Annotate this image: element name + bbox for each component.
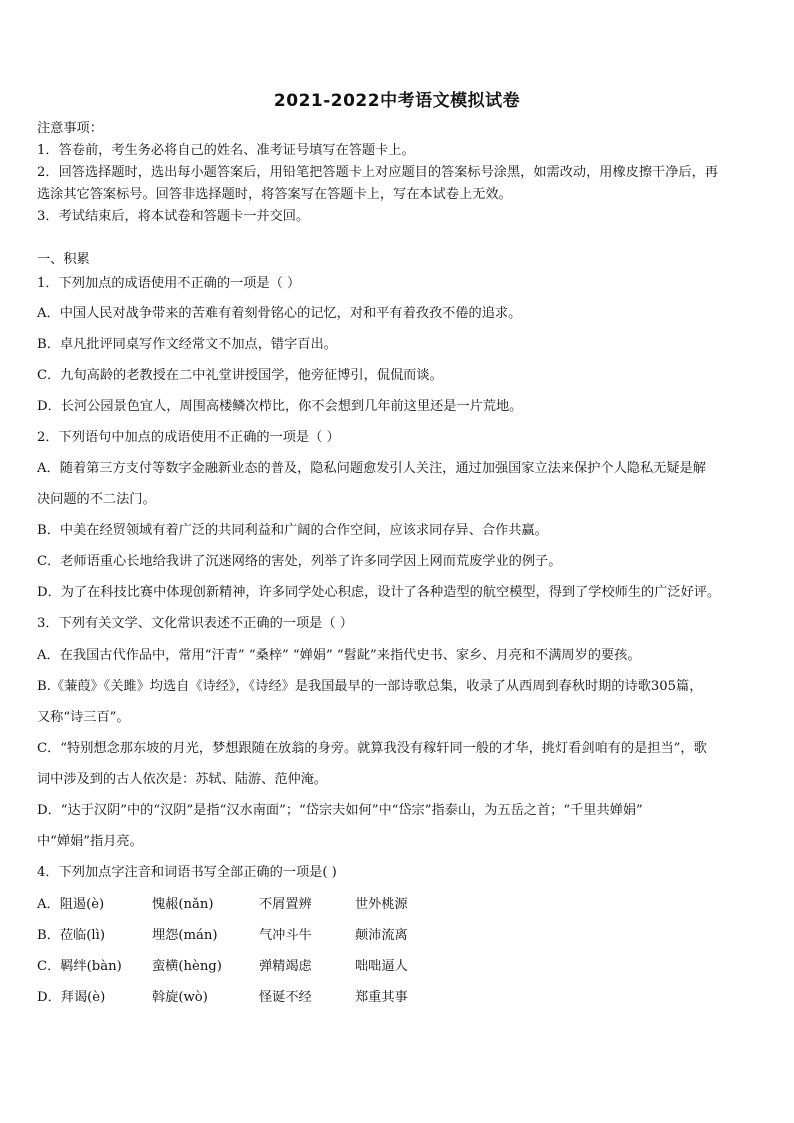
page-title: 2021-2022中考语文模拟试卷 — [273, 91, 521, 111]
option-cell: 斡旋(wò) — [152, 990, 208, 1005]
notice-item: 1．答卷前，考生务必将自己的姓名、准考证号填写在答题卡上。 — [37, 143, 415, 158]
option-cell: 世外桃源 — [355, 897, 408, 912]
option-cell: 咄咄逼人 — [355, 959, 408, 974]
option-b: B.《蒹葭》《关雎》均选自《诗经》，《诗经》是我国最早的一部诗歌总集，收录了从西周到春秋时期的诗歌305篇， — [37, 679, 703, 694]
notice-item: 3．考试结束后，将本试卷和答题卡一并交回。 — [37, 209, 310, 224]
option-cell: 不屑置辨 — [259, 897, 312, 912]
option-cell: 蛮横(hèng) — [152, 959, 222, 974]
option-a: A．中国人民对战争带来的苦难有着刻骨铭心的记忆，对和平有着孜孜不倦的追求。 — [37, 306, 522, 321]
option-b: B．卓凡批评同桌写作文经常文不加点，错字百出。 — [37, 337, 337, 352]
section-heading: 一、积累 — [37, 252, 90, 267]
option-a: A．随着第三方支付等数字金融新业态的普及，隐私问题愈发引人关注，通过加强国家立法来保护个人隐私无疑是解 — [37, 461, 706, 476]
option-cell: A．阻遏(è) — [37, 897, 105, 912]
question-stem: 1．下列加点的成语使用不正确的一项是（ ） — [37, 276, 301, 291]
option-cell: 颠沛流离 — [355, 928, 408, 943]
notice-heading: 注意事项： — [37, 121, 103, 136]
option-cell: 埋怨(mán) — [152, 928, 218, 943]
option-cell: 气冲斗牛 — [259, 928, 312, 943]
option-d: D．长河公园景色宜人，周围高楼鳞次栉比，你不会想到几年前这里还是一片荒地。 — [37, 399, 523, 414]
option-cell: 弹精竭虑 — [259, 959, 312, 974]
option-cell: 愧赧(nǎn) — [152, 897, 214, 912]
option-c-cont: 词中涉及到的古人依次是：苏轼、陆游、范仲淹。 — [37, 772, 328, 787]
question-stem: 4．下列加点字注音和词语书写全部正确的一项是( ) — [37, 865, 337, 880]
option-d: D．为了在科技比赛中体现创新精神，许多同学处心积虑，设计了各种造型的航空模型，得到了学校师生的广泛好评。 — [37, 585, 721, 600]
option-a: A．在我国古代作品中，常用“汗青” “桑梓” “婵娟” “髫龀”来指代史书、家乡、月亮和不满周岁的要孩。 — [37, 648, 641, 663]
option-d-cont: 中“婵娟”指月亮。 — [37, 834, 143, 849]
notice-item: 2．回答选择题时，选出每小题答案后，用铅笔把答题卡上对应题目的答案标号涂黑，如需改动，用橡皮擦干净后，再 — [37, 165, 718, 180]
question-stem: 3．下列有关文学、文化常识表述不正确的一项是（ ） — [37, 616, 353, 631]
option-cell: B．莅临(lì) — [37, 928, 105, 943]
option-c: C．“特别想念那东坡的月光，梦想跟随在放翁的身旁。就算我没有稼轩同一般的才华，挑灯看剑咱有的是担当”，歌 — [37, 741, 707, 756]
option-c: C．老师语重心长地给我讲了沉迷网络的害处，列举了许多同学因上网而荒废学业的例子。 — [37, 554, 562, 569]
option-cell: 郑重其事 — [355, 990, 408, 1005]
option-cell: 怪诞不经 — [259, 990, 312, 1005]
option-d: D．“达于汉阴”中的“汉阴”是指“汉水南面”；“岱宗夫如何”中“岱宗”指泰山，为五岳之首；“千里共婵娟” — [37, 803, 643, 818]
option-b-cont: 又称“诗三百”。 — [37, 710, 130, 725]
notice-item: 选涂其它答案标号。回答非选择题时，将答案写在答题卡上，写在本试卷上无效。 — [37, 187, 512, 202]
option-cell: C．羁绊(bàn) — [37, 959, 122, 974]
question-stem: 2．下列语句中加点的成语使用不正确的一项是（ ） — [37, 430, 340, 445]
option-c: C．九旬高龄的老教授在二中礼堂讲授国学，他旁征博引，侃侃而谈。 — [37, 368, 443, 383]
option-b: B．中美在经贸领域有着广泛的共同利益和广阔的合作空间，应该求同存异、合作共赢。 — [37, 523, 548, 538]
option-cell: D．拜谒(è) — [37, 990, 106, 1005]
option-a-cont: 决问题的不二法门。 — [37, 492, 156, 507]
